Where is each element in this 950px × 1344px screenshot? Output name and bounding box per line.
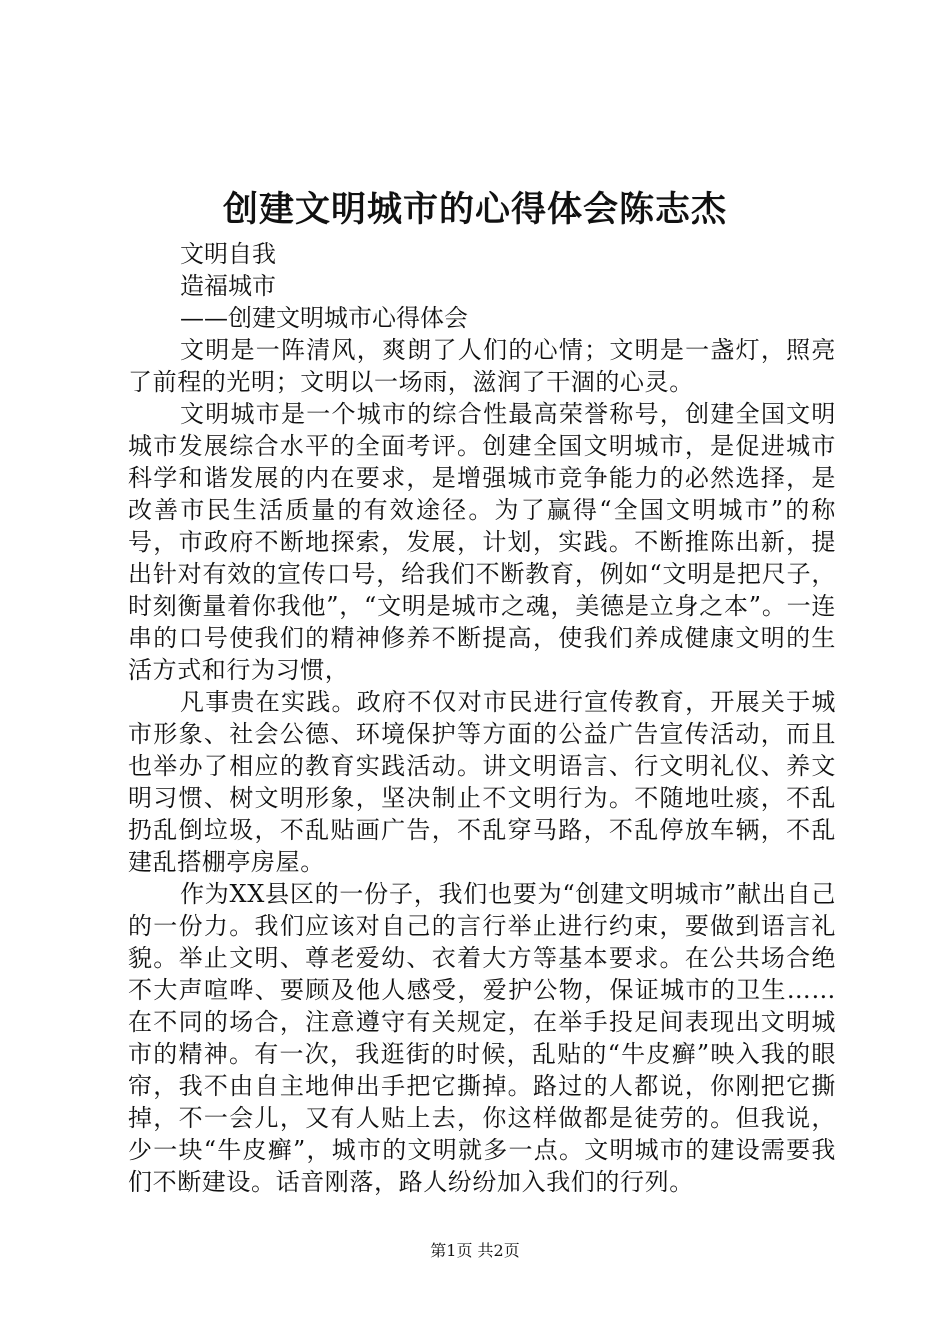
paragraph: 凡事贵在实践。政府不仅对市民进行宣传教育，开展关于城市形象、社会公德、环境保护等方面的公益广告宣传活动，而且也举办了相应的教育实践活动。讲文明语言、行文明礼仪、养文明习惯、树文明形象，坚决制止不文明行为。不随地吐痰，不乱扔乱倒垃圾，不乱贴画广告，不乱穿马路，不乱停放车辆，不乱建乱搭棚亭房屋。 (128, 688, 836, 876)
paragraph: 作为XX县区的一份子，我们也要为“创建文明城市”献出自己的一份力。我们应该对自己的言行举止进行约束，要做到语言礼貌。举止文明、尊老爱幼、衣着大方等基本要求。在公共场合绝不大声喧哗、要顾及他人感受，爱护公物，保证城市的卫生……在不同的场合，注意遵守有关规定，在举手投足间表现出文明城市的精神。有一次，我逛街的时候，乱贴的“牛皮癣”映入我的眼帘，我不由自主地伸出手把它撕掉。路过的人都说，你刚把它撕掉，不一会儿，又有人贴上去，你这样做都是徒劳的。但我说，少一块“牛皮癣”，城市的文明就多一点。文明城市的建设需要我们不断建设。话音刚落，路人纷纷加入我们的行列。 (128, 880, 836, 1196)
paragraph: 文明城市是一个城市的综合性最高荣誉称号，创建全国文明城市发展综合水平的全面考评。创建全国文明城市，是促进城市科学和谐发展的内在要求，是增强城市竞争能力的必然选择，是改善市民生活质量的有效途径。为了赢得“全国文明城市”的称号，市政府不断地探索，发展，计划，实践。不断推陈出新，提出针对有效的宣传口号，给我们不断教育，例如“文明是把尺子，时刻衡量着你我他”，“文明是城市之魂，美德是立身之本”。一连串的口号使我们的精神修养不断提高，使我们养成健康文明的生活方式和行为习惯， (128, 400, 836, 684)
document-body (128, 238, 836, 1198)
paragraph: 文明是一阵清风，爽朗了人们的心情；文明是一盏灯，照亮了前程的光明；文明以一场雨，滋润了干涸的心灵。 (128, 336, 836, 396)
document-title: 创建文明城市的心得体会陈志杰 (222, 189, 727, 230)
subtitle-line: 文明自我 (180, 240, 276, 268)
subtitle-line: 造福城市 (180, 272, 276, 300)
page-number: 第1页 共2页 (430, 1241, 520, 1260)
subtitle-line: ——创建文明城市心得体会 (180, 304, 468, 332)
